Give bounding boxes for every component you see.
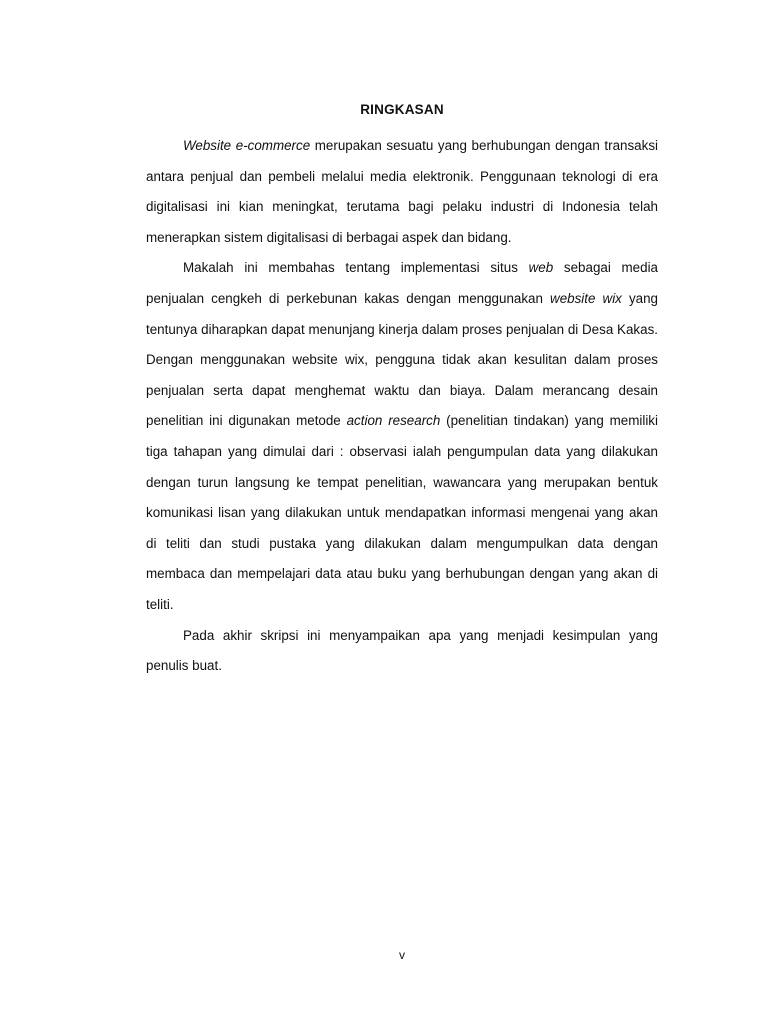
- paragraph-2-text-b: sebagai media penjualan cengkeh di perkebunan kakas dengan menggunakan: [146, 260, 659, 306]
- italic-term-website-wix: website wix: [550, 290, 622, 306]
- paragraph-2-text-c: yang tentunya diharapkan dapat menunjang kinerja dalam proses penjualan di Desa Kakas. Dengan menggunakan website wix, pengguna tidak akan kesulitan dalam proses penjualan serta dapat menghemat waktu dan biaya. Dalam merancang desain penelitian ini digunakan metode: [146, 290, 659, 429]
- italic-term-web: web: [528, 260, 554, 276]
- paragraph-2-text-d: (penelitian tindakan) yang memiliki tiga tahapan yang dimulai dari : observasi ialah pengumpulan data yang dilakukan dengan turun langsung ke tempat penelitian, wawancara yang merupakan bentuk komunikasi lisan yang dilakukan untuk mendapatkan informasi mengenai yang akan di teliti dan studi pustaka yang dilakukan dalam mengumpulkan data dengan membaca dan mempelajari data atau buku yang berhubungan dengan yang akan di teliti.: [146, 413, 658, 612]
- paragraph-1-text: merupakan sesuatu yang berhubungan dengan transaksi antara penjual dan pembeli melalui media elektronik. Penggunaan teknologi di era digitalisasi ini kian meningkat, terutama bagi pelaku industri di Indonesia telah menerapkan sistem digitalisasi di berbagai aspek dan bidang.: [146, 138, 658, 245]
- page-number: v: [399, 948, 405, 962]
- italic-term-action-research: action research: [346, 413, 441, 429]
- abstract-body: [146, 131, 658, 682]
- paragraph-2-text-a: Makalah ini membahas tentang implementasi situs: [183, 260, 529, 276]
- page-title: RINGKASAN: [360, 102, 444, 117]
- paragraph-3-text: Pada akhir skripsi ini menyampaikan apa yang menjadi kesimpulan yang penulis buat.: [146, 627, 658, 674]
- italic-term-website-ecommerce: Website e-commerce: [183, 138, 311, 153]
- paragraph-3: [146, 621, 658, 682]
- paragraph-2: [146, 253, 658, 620]
- paragraph-1: [146, 131, 658, 253]
